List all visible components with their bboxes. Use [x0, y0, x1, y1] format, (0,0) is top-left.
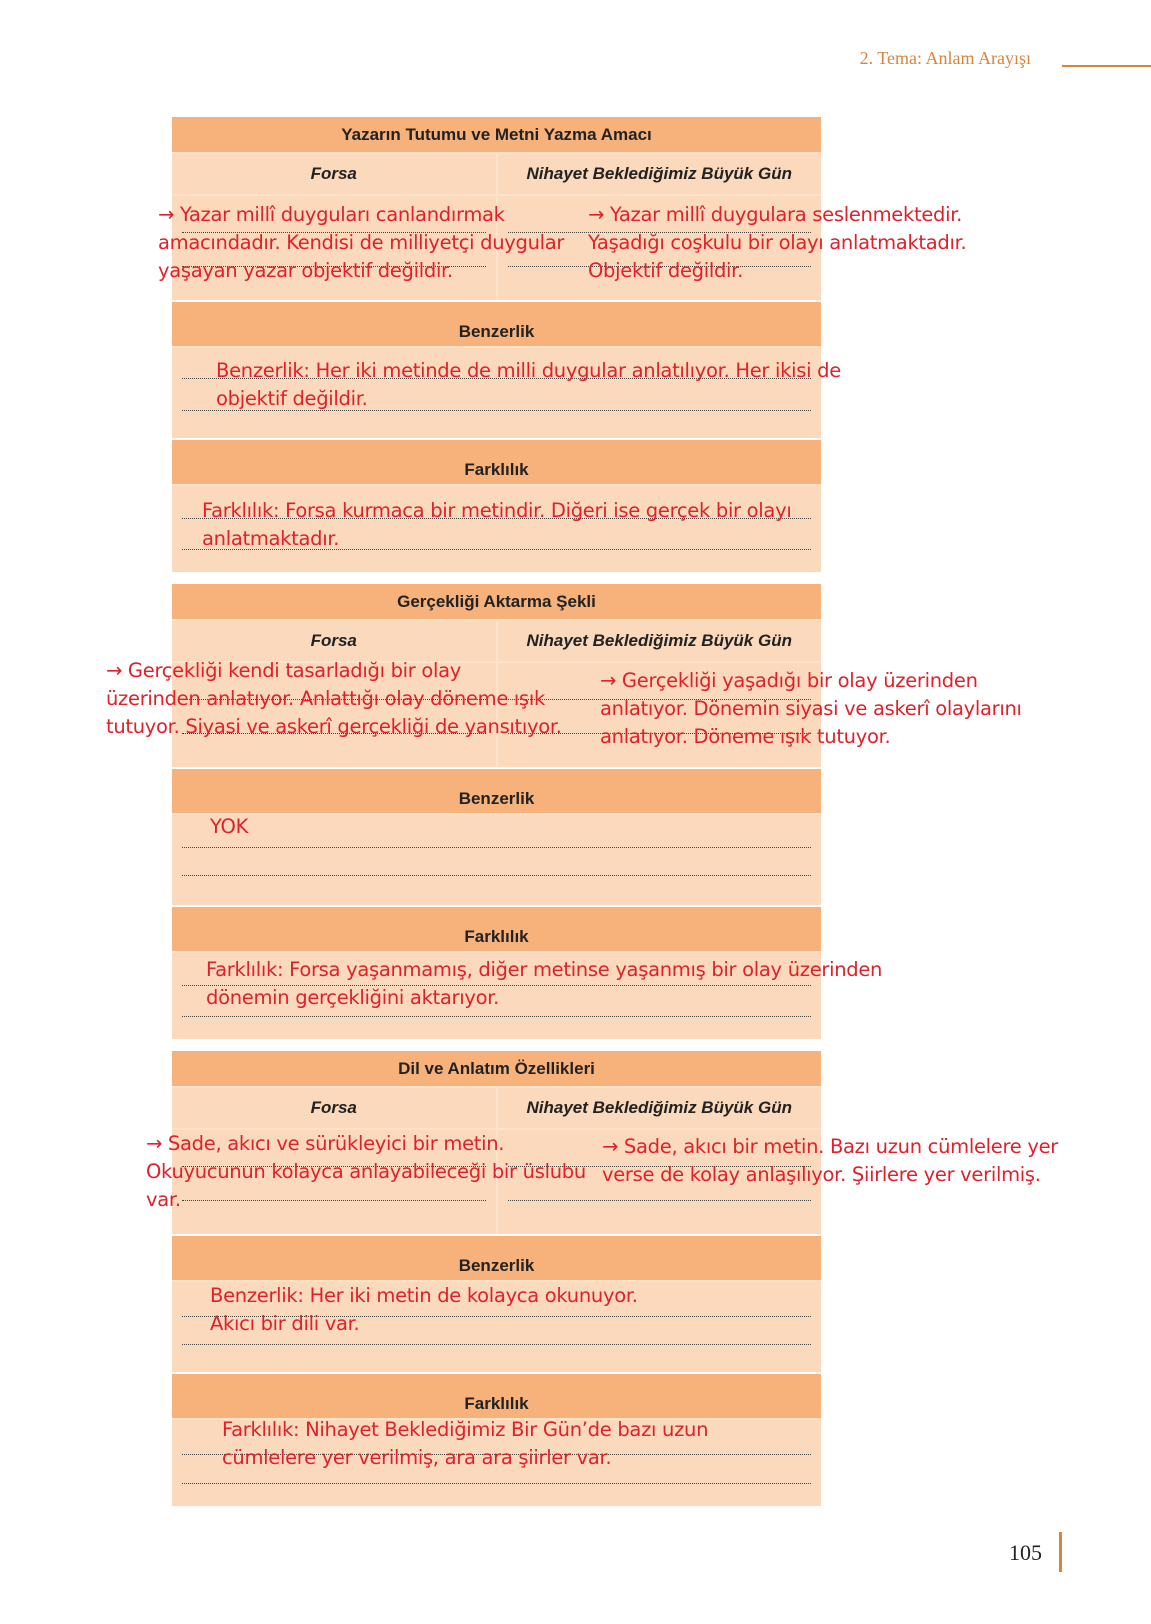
answer-attitude-similarity: Benzerlik: Her iki metinde de milli duygular anlatılıyor. Her ikisi de objektif değildir. — [216, 359, 841, 410]
similarity-label: Benzerlik — [172, 302, 821, 348]
answer-reality-similarity: YOK — [210, 815, 249, 838]
section-title: Gerçekliği Aktarma Şekli — [172, 584, 821, 621]
answer-line — [182, 1016, 811, 1017]
answer-reality-forsa: → Gerçekliği kendi tasarladığı bir olay üzerinden anlatıyor. Anlattığı olay döneme ışık tutuyor. Siyasi ve askerî gerçekliği de yansıtıyor. — [106, 659, 562, 738]
answer-line — [182, 875, 811, 876]
page-number: 105 — [1009, 1540, 1042, 1565]
page-number-rule — [1059, 1532, 1062, 1572]
header-rule — [1062, 65, 1151, 67]
answer-language-difference: Farklılık: Nihayet Beklediğimiz Bir Gün’de bazı uzun cümlelere yer verilmiş, ara ara şiirler var. — [222, 1418, 709, 1469]
section-title: Dil ve Anlatım Özellikleri — [172, 1051, 821, 1088]
similarity-answer-area — [172, 815, 821, 905]
section-title: Yazarın Tutumu ve Metni Yazma Amacı — [172, 117, 821, 154]
column-header-forsa: Forsa — [310, 631, 357, 650]
column-headers — [172, 1088, 821, 1128]
answer-language-buyuk-gun: → Sade, akıcı bir metin. Bazı uzun cümlelere yer verse de kolay anlaşılıyor. Şiirlere yer verilmiş. — [602, 1135, 1058, 1186]
answer-line — [182, 847, 811, 848]
answer-line — [182, 1344, 811, 1345]
column-header-forsa: Forsa — [310, 1098, 357, 1117]
difference-label: Farklılık — [172, 1374, 821, 1420]
similarity-label: Benzerlik — [172, 1236, 821, 1282]
difference-label: Farklılık — [172, 907, 821, 953]
column-header-buyuk-gun: Nihayet Beklediğimiz Büyük Gün — [496, 1088, 822, 1128]
column-headers — [172, 154, 821, 194]
column-header-buyuk-gun: Nihayet Beklediğimiz Büyük Gün — [496, 154, 822, 194]
answer-line — [182, 1483, 811, 1484]
answer-reality-difference: Farklılık: Forsa yaşanmamış, diğer metinse yaşanmış bir olay üzerinden dönemin gerçekliğini aktarıyor. — [206, 958, 883, 1009]
column-header-forsa: Forsa — [310, 164, 357, 183]
column-headers — [172, 621, 821, 661]
similarity-label: Benzerlik — [172, 769, 821, 815]
answer-attitude-difference: Farklılık: Forsa kurmaca bir metindir. Diğeri ise gerçek bir olayı anlatmaktadır. — [202, 499, 792, 550]
answer-attitude-forsa: → Yazar millî duyguları canlandırmak amacındadır. Kendisi de milliyetçi duygular yaşayan yazar objektif değildir. — [158, 203, 565, 282]
answer-reality-buyuk-gun: → Gerçekliği yaşadığı bir olay üzerinden anlatıyor. Dönemin siyasi ve askerî olaylarını anlatıyor. Döneme ışık tutuyor. — [600, 669, 1022, 748]
column-header-buyuk-gun: Nihayet Beklediğimiz Büyük Gün — [496, 621, 822, 661]
answer-language-similarity: Benzerlik: Her iki metin de kolayca okunuyor. Akıcı bir dili var. — [210, 1284, 638, 1335]
page-header-title: 2. Tema: Anlam Arayışı — [859, 48, 1031, 68]
answer-language-forsa: → Sade, akıcı ve sürükleyici bir metin. Okuyucunun kolayca anlayabileceği bir üslubu var. — [146, 1132, 586, 1211]
answer-attitude-buyuk-gun: → Yazar millî duygulara seslenmektedir. Yaşadığı coşkulu bir olayı anlatmaktadır. Objektif değildir. — [588, 203, 967, 282]
difference-label: Farklılık — [172, 440, 821, 486]
